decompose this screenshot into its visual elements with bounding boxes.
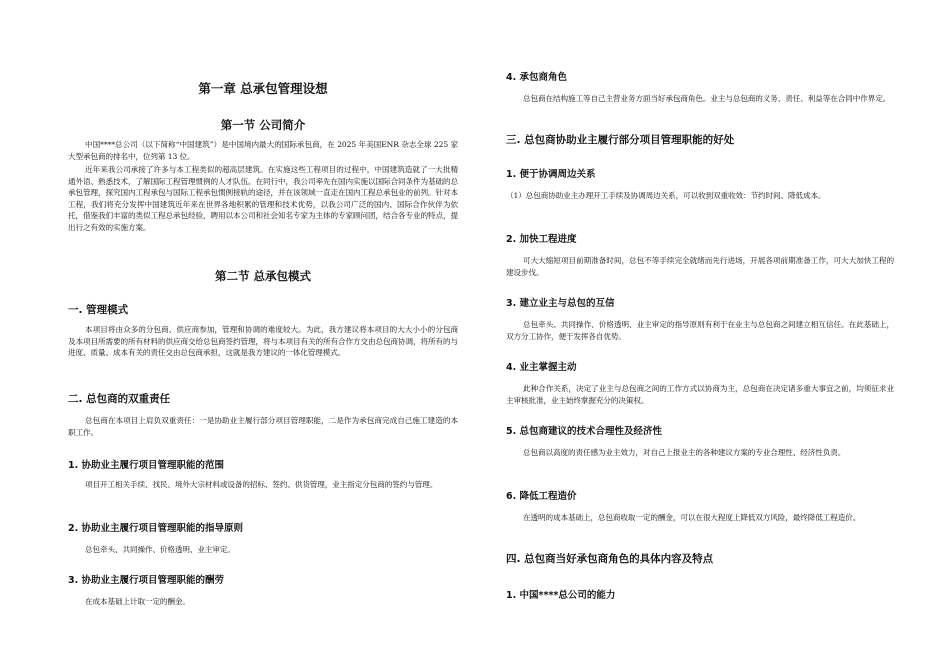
contractor-role-paragraph: 总包商在结构施工等自己主营业务方面当好承包商角色。业主与总包商的义务、责任、利益等在合同中作界定。 (523, 94, 891, 103)
heading-technical-rationality: 5. 总包商建议的技术合理性及经济性 (506, 426, 663, 437)
heading-management-mode: 一. 管理模式 (68, 304, 129, 316)
reduce-cost-paragraph: 在透明的成本基础上，总包商收取一定的酬金，可以在很大程度上降低双方风险，最终降低工程造价。 (523, 513, 861, 522)
heading-remuneration: 3. 协助业主履行项目管理职能的酬劳 (68, 575, 225, 586)
heading-owner-initiative: 4. 业主掌握主动 (506, 362, 577, 373)
speed-up-progress-paragraph: 可大大缩短项目前期准备时间，总包不等手续完全就绪而先行进场，开展各项前期准备工作，可大大加快工程的建设步伐。 (506, 256, 894, 277)
management-mode-paragraph: 本项目将由众多的分包商、供应商参加，管理和协调的难度较大。为此，我方建议将本项目的大大小小的分包商及本项目所需要的所有材料的供应商交给总包商签约管理，将与本项目有关的所有合作方交由总包商协调，将所有的与进度、质量、成本有关的责任交由总包商承担，这就是我方建议的一体化管理模式。 (68, 325, 458, 357)
mutual-trust-paragraph: 总包牵头、共同操作、价格透明、业主审定的指导原则有利于在业主与总包商之间建立相互信任。在此基础上，双方分工协作，便于发挥各自优势。 (506, 320, 894, 341)
remuneration-paragraph: 在成本基础上计取一定的酬金。 (85, 597, 190, 606)
technical-rationality-paragraph: 总包商以高度的责任感为业主效力，对自己上报业主的各种建议方案的专业合理性、经济性负责。 (523, 448, 846, 457)
section-2-title: 第二节 总承包模式 (214, 269, 311, 283)
company-intro-paragraph-1: 中国****总公司（以下简称“中国建筑”）是中国境内最大的国际承包商，在 2025 年美国ENR 杂志全球 225 家大型承包商的排名中，位列第 13 位。 (68, 140, 458, 161)
heading-contractor-role: 4. 承包商角色 (506, 72, 568, 83)
heading-principles: 2. 协助业主履行项目管理职能的指导原则 (68, 523, 244, 534)
heading-dual-responsibility: 二. 总包商的双重责任 (68, 393, 171, 405)
heading-speed-up-progress: 2. 加快工程进度 (506, 234, 577, 245)
heading-reduce-cost: 6. 降低工程造价 (506, 491, 577, 502)
scope-paragraph: 项目开工相关手续、找民、境外大宗材料或设备的招标、签约、供货管理，业主指定分包商的签约与管理。 (85, 480, 438, 489)
heading-benefits: 三. 总包商协助业主履行部分项目管理职能的好处 (506, 134, 735, 146)
heading-coordinate-relations: 1. 便于协调周边关系 (506, 169, 596, 180)
principles-paragraph: 总包牵头、共同操作、价格透明、业主审定。 (85, 545, 235, 554)
chapter-title: 第一章 总承包管理设想 (198, 81, 328, 96)
company-intro-paragraph-2: 近年来我公司承接了许多与本工程类似的超高层建筑。在实施这些工程项目的过程中，中国建筑造就了一大批精通外语、熟悉技术，了解国际工程管理惯例的人才队伍。在同行中，我公司率先在国内实施以国际合同条件为基础的总承包管理，探究国内工程承包与国际工程承包惯例接轨的途径，并在该领域一直走在国内工程总承包业的前列。针对本工程，我们将充分发挥中国建筑近年来在世界各地积累的管理和技术优势，以我公司广泛的国内、国际合作伙伴为依托，借鉴我们丰富的类似工程总承包经验，聘用以本公司和社会知名专家为主体的专家顾问团，结合各专业的特点，提出行之有效的实施方案。 (68, 165, 458, 232)
heading-mutual-trust: 3. 建立业主与总包的互信 (506, 298, 615, 309)
owner-initiative-paragraph: 此种合作关系，决定了业主与总包商之间的工作方式以协商为主，总包商在决定诸多重大事宜之前，均须征求业主审核批准，业主始终掌握充分的决策权。 (506, 384, 894, 405)
section-1-title: 第一节 公司简介 (220, 118, 306, 132)
heading-company-capability: 1. 中国****总公司的能力 (506, 590, 616, 601)
coordinate-relations-paragraph: （1）总包商协助业主办理开工手续及协调周边关系，可以收到双重收效：节约时间、降低成本。 (506, 191, 826, 200)
dual-responsibility-paragraph: 总包商在本项目上肩负双重责任：一是协助业主履行部分项目管理职能，二是作为承包商完成自己施工建造的本职工作。 (68, 416, 458, 437)
heading-scope: 1. 协助业主履行项目管理职能的范围 (68, 460, 225, 471)
heading-contractor-content: 四. 总包商当好承包商角色的具体内容及特点 (506, 553, 714, 565)
